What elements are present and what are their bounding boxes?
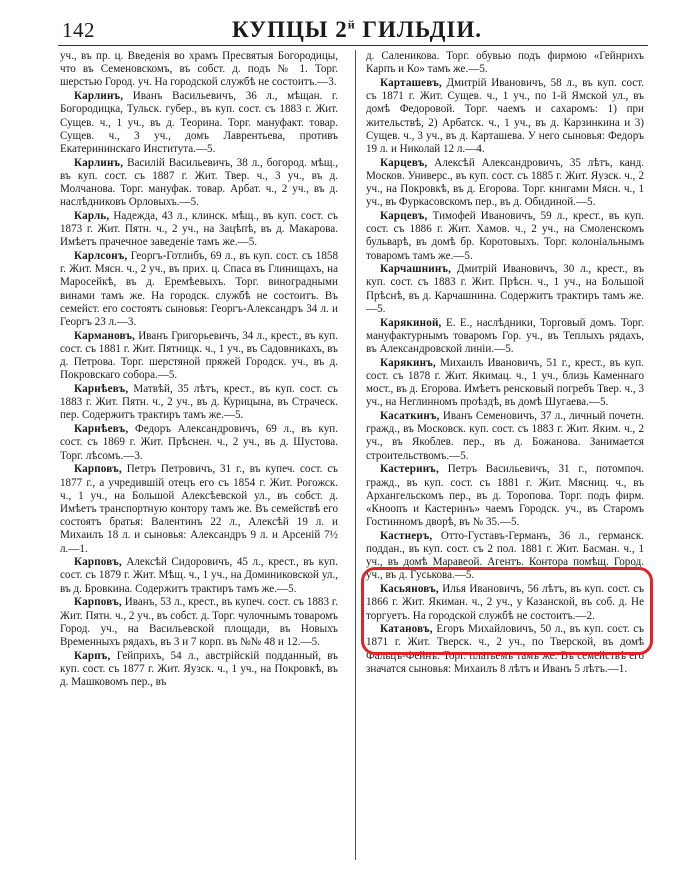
entry-name: Касаткинъ, (380, 409, 440, 422)
entry-name: Карчашнинъ, (380, 263, 452, 276)
directory-entry (366, 463, 644, 529)
directory-entry (60, 383, 338, 423)
page-number: 142 (62, 18, 95, 42)
directory-entry (366, 157, 644, 210)
directory-entry (60, 650, 338, 690)
entry-text: Федоръ Александровичъ, 69 л., въ куп. сост. съ 1869 г. Жит. Прѣснен. ч., 2 уч., въ д. Шустова. Торг. лѣсомъ.—3. (60, 423, 338, 462)
entry-name: Карякиной, (380, 316, 442, 329)
directory-entry (60, 330, 338, 383)
entry-name: Карцевъ, (380, 209, 428, 222)
directory-entry (60, 50, 338, 90)
directory-entry (366, 77, 644, 156)
header-rule (58, 45, 648, 46)
entry-text: Михаилъ Ивановичъ, 51 г., крест., въ куп. сост. съ 1878 г. Жит. Якимац. ч., 1 уч., близь Каменнаго мост., въ д. Егорова. Имѣетъ ренсковый погребъ Твер. ч., 3 уч., на Неглинномъ проѣздѣ, въ домѣ Шугаева.—5. (366, 356, 644, 409)
entry-name: Карташевъ, (380, 76, 442, 89)
directory-entry (366, 357, 644, 410)
entry-text: Георгъ-Готлибъ, 69 л., въ куп. сост. съ 1858 г. Жит. Мясн. ч., 2 уч., въ прих. ц. Спаса въ Глинищахъ, на Маросейкѣ, въ д. Еремѣевыхъ. Торг. виноградными винами тамъ же. На городск. службѣ не состоитъ. Въ семейст. его состоятъ сыновья: Георгъ-Александръ 34 л. и Георгъ 23 л.—3. (60, 250, 338, 329)
entry-text: Гейприхъ, 54 л., австрійскій подданный, въ куп. сост. съ 1877 г. Жит. Яузск. ч., 1 уч., на Покровкѣ, въ д. Машковомъ пер., въ (60, 649, 338, 689)
entry-text: Е. Е., наслѣдники, Торговый домъ. Торг. мануфактурнымъ товаромъ Гор. уч., въ Теплыхъ рядахъ, въ Александровской линіи.—5. (366, 316, 644, 355)
highlight-box (361, 567, 653, 655)
entry-name: Карль, (74, 209, 110, 222)
entry-text: уч., въ пр. ц. Введенія во храмъ Пресвятыя Богородицы, что въ Семеновскомъ, въ собст. д. подъ № 1. Торг. шерстью Город. уч. На городской службѣ не состоитъ.—3. (60, 50, 338, 89)
entry-name: Карнѣевъ, (74, 383, 129, 396)
directory-entry (60, 250, 338, 329)
entry-text: д. Саленикова. Торг. обувью подъ фирмою «Гейнрихъ Карпъ и Ко» тамъ же.—5. (366, 50, 644, 76)
entry-text: Иванъ Васильевичъ, 36 л., мѣщан. г. Богородицка, Тульск. губер., въ куп. сост. съ 1883 г. Жит. Сущев. ч., 1 уч., въ д. Теорина. Торг. мануфакт. товар. Сущев. ч., 3 уч., домъ Лаврентьева, противъ Екатерининскаго Института.—5. (60, 90, 338, 155)
entry-name: Карповъ, (74, 596, 122, 609)
entry-name: Кармановъ, (74, 329, 136, 342)
directory-entry (60, 90, 338, 156)
directory-entry (60, 463, 338, 555)
running-head-main: КУПЦЫ 2 (232, 17, 348, 42)
entry-name: Кастеринъ, (380, 463, 439, 476)
left-column (60, 50, 338, 690)
entry-text: Иванъ Григорьевичъ, 34 л., крест., въ куп. сост. съ 1881 г. Жит. Пятницк. ч., 1 уч., въ Садовникахъ, въ д. Петрова. Торг. шерстяной пряжей Городск. уч., въ д. Покровскаго собора.—5. (60, 329, 338, 382)
directory-entry (60, 556, 338, 596)
entry-text: Надежда, 43 л., клинск. мѣщ., въ куп. сост. съ 1873 г. Жит. Пятн. ч., 2 уч., на Зацѣпѣ, въ д. Макарова. Имѣетъ прачечное заведеніе тамъ же.—5. (60, 209, 338, 249)
entry-name: Карцевъ, (380, 156, 428, 169)
entry-text: Матвѣй, 35 лѣтъ, крест., въ куп. сост. съ 1883 г. Жит. Пятн. ч., 2 уч., въ д. Курицына, въ Страческ. пер. Содержитъ трактиръ тамъ же.—5. (60, 383, 338, 422)
directory-entry (366, 210, 644, 263)
entry-text: Алексѣй Александровичъ, 35 лѣтъ, канд. Москов. Универс., въ куп. сост. съ 1885 г. Жит. Яузск. ч., 2 уч., на Покровкѣ, въ д. Егорова. Торг. книгами Мясн. ч., 1 уч., въ Фуркасовскомъ пер., въ д. Обидиной.—5. (366, 156, 644, 209)
directory-entry (366, 317, 644, 357)
directory-entry (60, 157, 338, 210)
entry-name: Карповъ, (74, 463, 122, 476)
entry-text: Василій Васильевичъ, 38 л., богород. мѣщ., въ куп. сост. съ 1887 г. Жит. Твер. ч., 3 уч., въ д. Молчанова. Торг. мануфак. товар. Арбат. ч., 2 уч., въ д. наслѣдниковъ Орловыхъ.—5. (60, 156, 338, 209)
entry-name: Катановъ, (380, 623, 433, 636)
running-head-tail: ГИЛЬДІИ. (355, 17, 482, 42)
directory-entry (366, 263, 644, 316)
entry-text: Иванъ, 53 л., крест., въ купеч. сост. съ 1883 г. Жит. Пятн. ч., 2 уч., въ собст. д. Торг. чулочнымъ товаромъ Город. уч., на Васильевской площади, въ Новыхъ Временныхъ рядахъ, въ 3 и 7 корп. въ №№ 48 и 12.—5. (60, 596, 338, 648)
directory-entry (60, 210, 338, 250)
running-head (232, 17, 482, 43)
entry-name: Карлинъ, (74, 156, 124, 169)
entry-name: Карлсонъ, (74, 250, 128, 263)
entry-text: Дмитрій Ивановичъ, 58 л., въ куп. сост. съ 1871 г. Жит. Сущев. ч., 1 уч., по 1-й Ямской ул., въ домѣ Федоровой. Торг. чаемъ и сахаромъ: 1) при жительствѣ, 2) Арбатск. ч., 1 уч., въ д. Карзинкина и 3) Сущев. ч., 3 уч., въ д. Карташева. У него сыновья: Федоръ 19 л. и Николай 12 л.—4. (366, 76, 644, 155)
entry-text: Тимофей Ивановичъ, 59 л., крест., въ куп. сост. съ 1886 г. Жит. Хамов. ч., 2 уч., на Смоленскомъ бульварѣ, въ домѣ бр. Коротовыхъ. Торг. колоніальнымъ товаромъ тамъ же.—5. (366, 209, 644, 262)
entry-text: Петръ Васильевичъ, 31 г., потомпоч. гражд., въ куп. сост. съ 1881 г. Жит. Мясниц. ч., въ Архангельскомъ пер., въ д. Торопова. Торг. подъ фирм. «Кноопъ и Кастеринъ» чаемъ Городск. уч., въ Старомъ Гостинномъ дворѣ, въ № 35.—5. (366, 463, 644, 529)
directory-entry (366, 410, 644, 463)
entry-name: Карякинъ, (380, 356, 436, 369)
entry-text: Иванъ Семеновичъ, 37 л., личный почетн. гражд., въ Московск. куп. сост. съ 1883 г. Жит. Яким. ч., 2 уч., въ Якоблев. пер., въ д. Божанова. Занимается строительствомъ.—5. (366, 409, 644, 462)
entry-text: Илья Ивановичъ, 56 лѣтъ, въ куп. сост. съ 1866 г. Жит. Якиман. ч., 2 уч., у Казанской, въ соб. д. Не торгуетъ. На городской службѣ не состоитъ.—2. (366, 583, 644, 622)
entry-text: Дмитрій Ивановичъ, 30 л., крест., въ куп. сост. съ 1883 г. Жит. Прѣсн. ч., 1 уч., на Большой Прѣснѣ, въ д. Карчашнина. Содержитъ трактиръ тамъ же.—5. (366, 263, 644, 315)
entry-text: Отто-Густавъ-Германъ, 36 л., германск. поддан., въ куп. сост. съ 2 пол. 1881 г. Жит. Басман. ч., 1 уч., въ домѣ Маравеой. Агентъ. Контора помѣщ. Город. уч., въ д. Гуськова.—5. (366, 529, 644, 582)
entry-name: Кастнеръ, (380, 529, 433, 542)
column-divider (355, 50, 356, 860)
entry-text: Егоръ Михайловичъ, 50 л., въ куп. сост. съ 1871 г. Жит. Тверск. ч., 2 уч., по Тверской, въ домѣ Фальцъ-Фейнъ. Торг. платьемъ тамъ же. Въ семействѣ его значатся сыновья: Михаилъ 8 лѣтъ и Иванъ 5 лѣтъ.—1. (366, 623, 644, 675)
entry-text: Алексѣй Сидоровичъ, 45 л., крест., въ куп. сост. съ 1879 г. Жит. Мѣщ. ч., 1 уч., на Доминиковской ул., въ д. Бровкина. Содержитъ трактиръ тамъ же.—5. (60, 556, 338, 595)
entry-text: Петръ Петровичъ, 31 г., въ купеч. сост. съ 1877 г., а учредившій отецъ его съ 1854 г. Жит. Рогожск. ч., 1 уч., на Большой Алексѣевской ул., въ собст. д. Имѣетъ транспортную контору тамъ же. Въ семействѣ его состоятъ братья: Валентинъ 22 л., Алексѣй 19 л. и Михаилъ 18 л. и сыновья: Александръ 9 л. и Арсеній 7½ л.—1. (60, 463, 338, 555)
entry-name: Карлинъ, (74, 90, 124, 103)
directory-entry (366, 50, 644, 76)
entry-name: Карпъ, (74, 649, 111, 662)
entry-name: Касьяновъ, (380, 583, 439, 596)
entry-name: Карнѣевъ, (74, 423, 129, 436)
running-head-sup: й (347, 17, 356, 32)
entry-name: Карповъ, (74, 556, 122, 569)
page-header (56, 10, 656, 44)
directory-entry (60, 423, 338, 463)
directory-entry (60, 596, 338, 649)
